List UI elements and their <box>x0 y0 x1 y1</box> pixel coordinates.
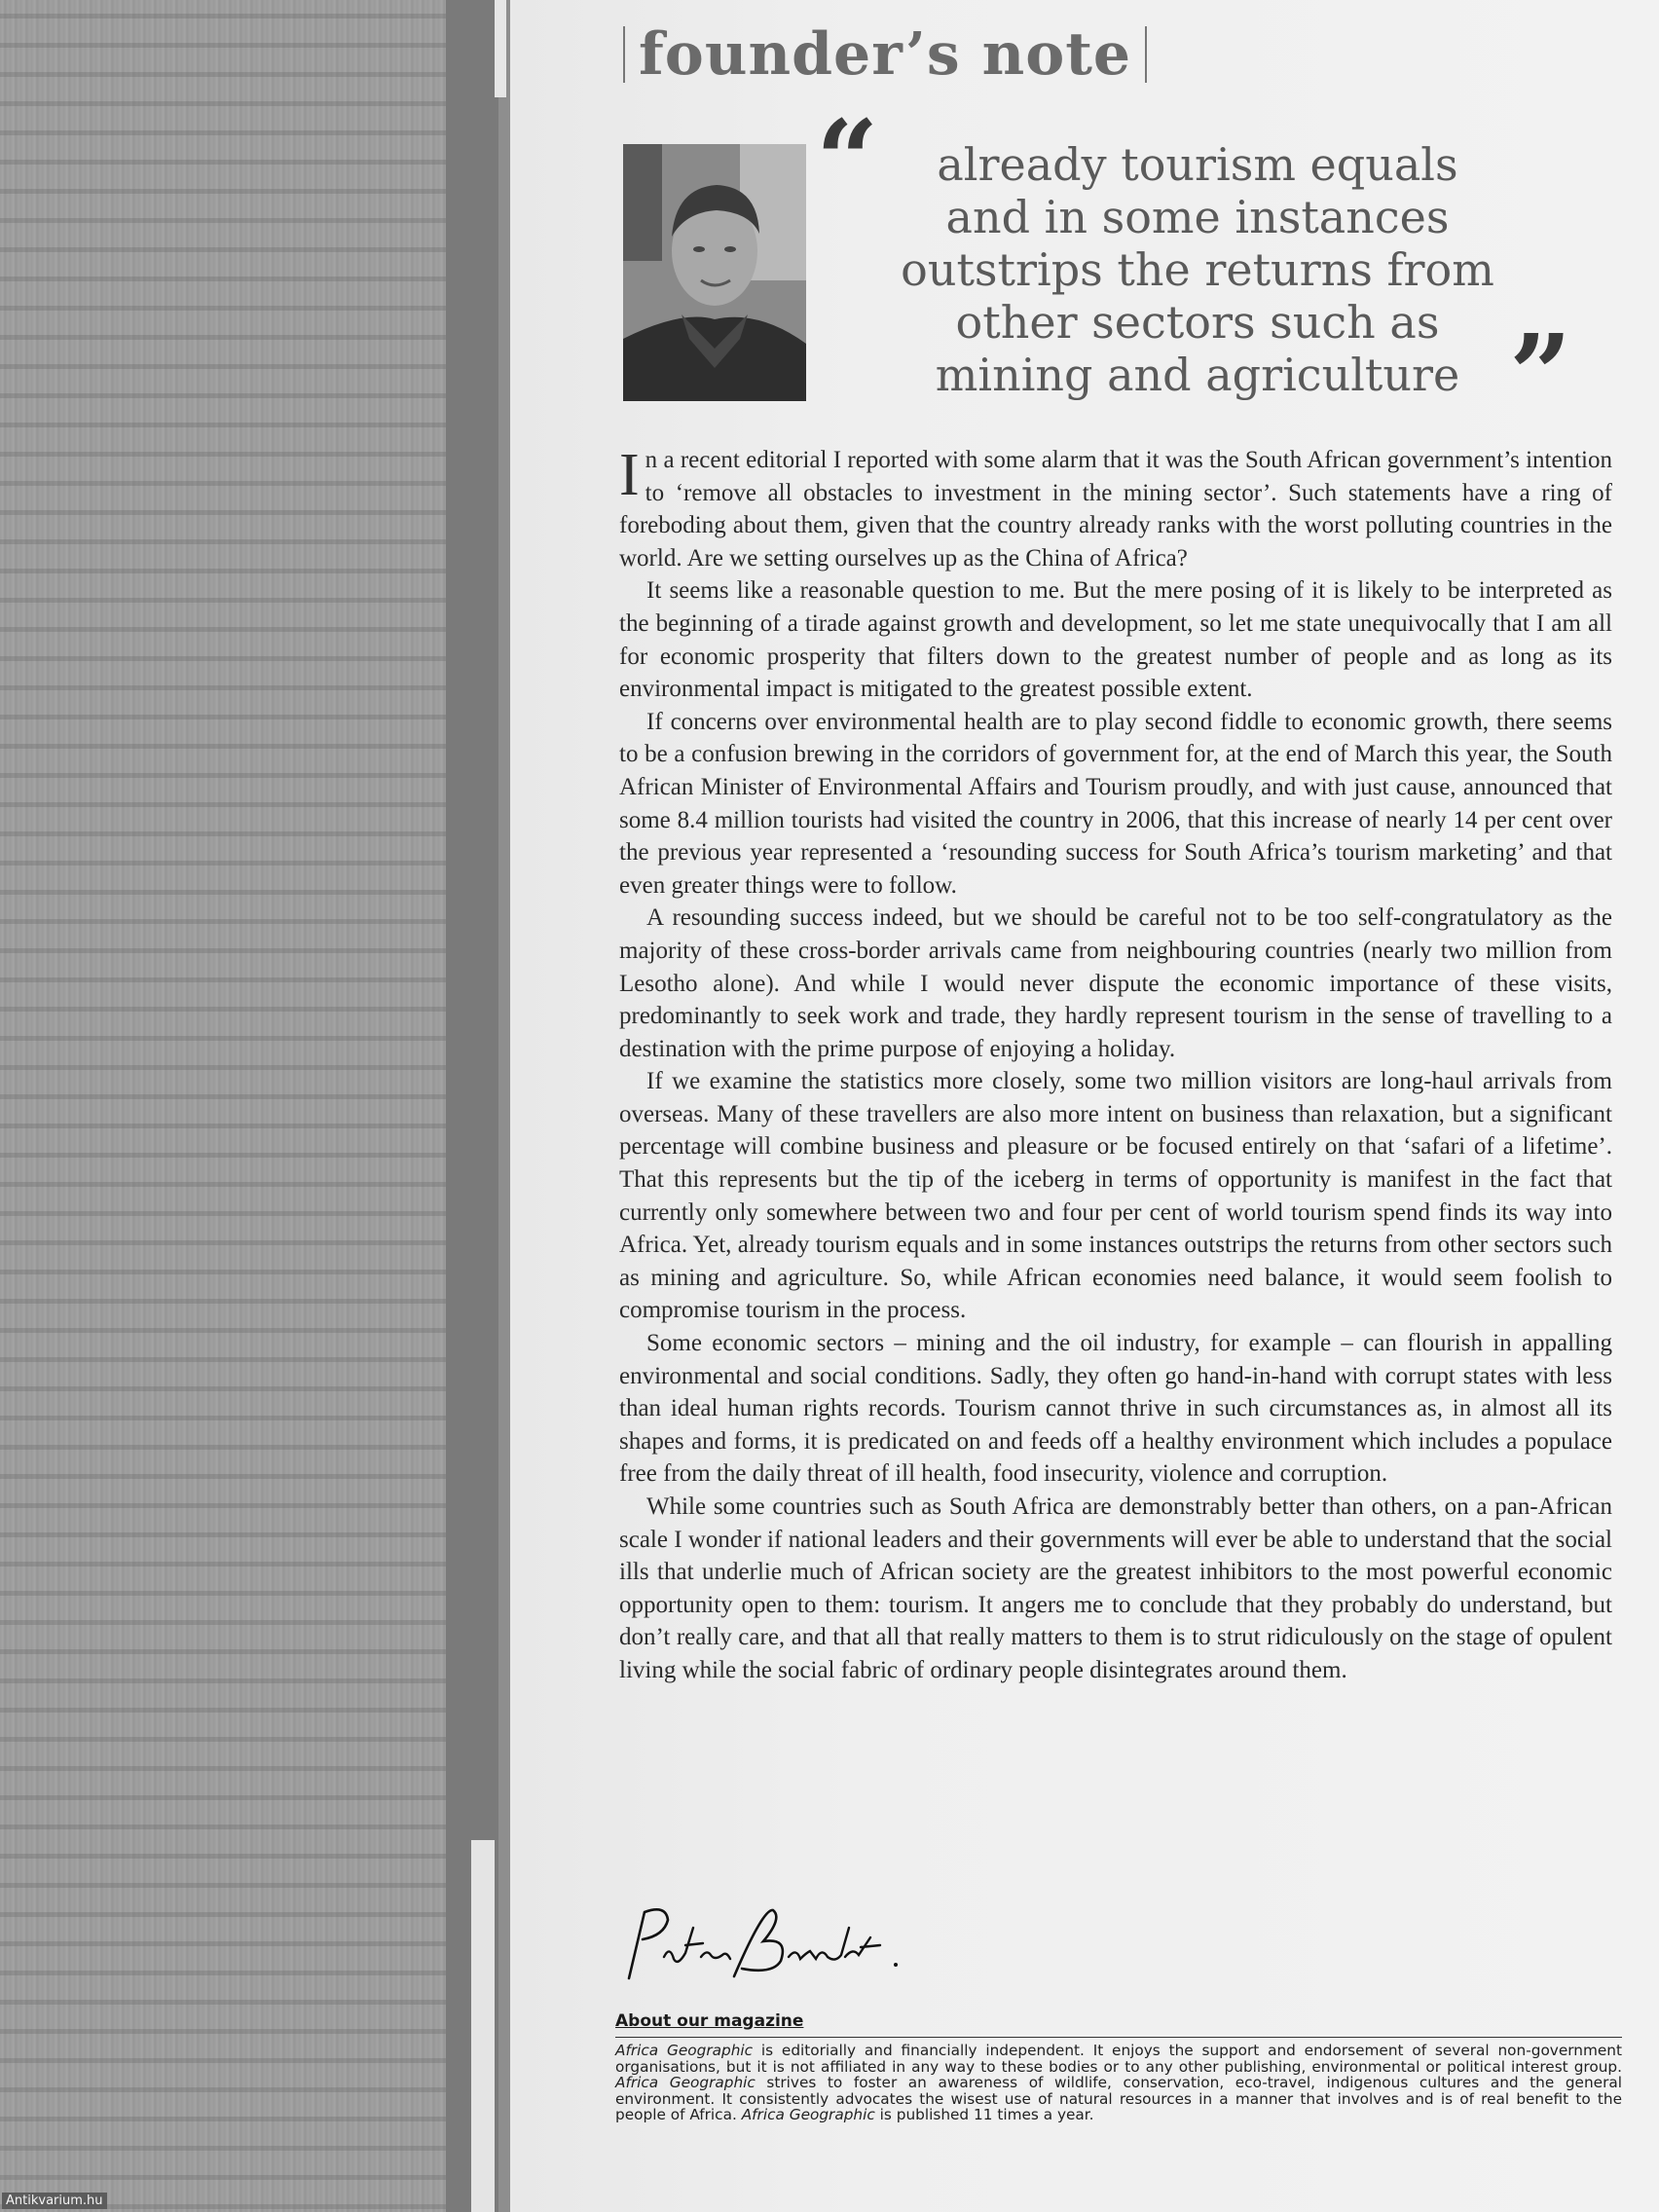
pull-quote-line: outstrips the returns from <box>901 243 1494 296</box>
author-signature <box>617 1899 909 1990</box>
about-title: About our magazine <box>615 2011 804 2031</box>
about-sentence: is published 11 times a year. <box>874 2106 1094 2123</box>
magazine-name: Africa Geographic <box>615 2074 756 2091</box>
section-heading <box>623 19 1147 90</box>
pull-quote-line: already tourism equals <box>937 138 1458 191</box>
article-paragraph: If we examine the statistics more closely, some two million visitors are long-haul arrivals from overseas. Many of these travellers are also more intent on business than relaxation, but a significant percentage will combine business and pleasure or be focused entirely on that ‘safari of a lifetime’. That this represents but the tip of the iceberg in terms of opportunity is manifest in the fact that currently only somewhere between two and four per cent of world tourism spend finds its way into Africa. Yet, already tourism equals and in some instances outstrips the returns from other sectors such as mining and agriculture. So, while African economies need balance, it would seem foolish to compromise tourism in the process. <box>619 1068 1612 1324</box>
article-paragraph: While some countries such as South Africa are demonstrably better than others, on a pan-African scale I wonder if national leaders and their governments will ever be able to understand that the social ills that underlie much of African society are the greatest inhibitors to the most powerful economic opportunity open to them: tourism. It angers me to conclude that they probably do understand, but don’t really care, and that all that really matters to them is to strut ridiculously on the stage of opulent living while the social fabric of ordinary people disintegrates around them. <box>619 1493 1612 1683</box>
article-paragraph: It seems like a reasonable question to me. But the mere posing of it is likely to be interpreted as the beginning of a tirade against growth and development, so let me state unequivocally that I am all for economic prosperity that filters down to the greatest number of people and as long as its environmental impact is mitigated to the greatest possible extent. <box>619 577 1612 703</box>
article-paragraph: If concerns over environmental health are to play second fiddle to economic growth, there seems to be a confusion brewing in the corridors of government for, at the end of March this year, the South African Minister of Environmental Affairs and Tourism proudly, and with just cause, announced that some 8.4 million tourists had visited the country in 2006, that this increase of nearly 14 per cent over the previous year represented a ‘resounding success for South Africa’s tourism marketing’ and that even greater things were to follow. <box>619 708 1612 899</box>
article-body <box>619 444 1612 1687</box>
pull-quote <box>876 138 1519 401</box>
page-edge-highlight <box>471 1840 495 2212</box>
close-quote-mark: ” <box>1509 312 1572 439</box>
drop-cap: I <box>619 442 640 508</box>
background-texture <box>0 0 446 2212</box>
paragraph-text: n a recent editorial I reported with some alarm that it was the South African government’s intention to ‘remove all obstacles to investment in the mining sector’. Such statements have a ring of foreboding about them, given that the country already ranks with the worst polluting countries in the world. Are we setting ourselves up as the China of Africa? <box>619 447 1612 571</box>
pull-quote-line: other sectors such as <box>955 296 1440 349</box>
open-quote-mark: “ <box>816 97 879 225</box>
author-portrait <box>623 144 806 401</box>
article-paragraph: Some economic sectors – mining and the oil industry, for example – can flourish in appalling environmental and social conditions. Sadly, they often go hand-in-hand with corrupt states with less than ideal human rights records. Tourism cannot thrive in such circumstances as, in almost all its shapes and forms, it is predicated on and feeds off a healthy environment which includes a populace free from the daily threat of ill health, food insecurity, violence and corruption. <box>619 1330 1612 1488</box>
article-paragraph: A resounding success indeed, but we should be careful not to be too self-congratulatory as the majority of these cross-border arrivals came from neighbouring countries (nearly two million from Lesotho alone). And while I would never dispute the economic importance of these visits, predominantly to seek work and trade, they hardly represent tourism in the sense of travelling to a destination with the prime purpose of enjoying a holiday. <box>619 904 1612 1062</box>
heading-bar-right <box>1145 26 1147 83</box>
about-text <box>615 2043 1622 2123</box>
pull-quote-line: and in some instances <box>945 191 1450 243</box>
pull-quote-line: mining and agriculture <box>935 349 1460 401</box>
magazine-name: Africa Geographic <box>615 2042 754 2059</box>
divider <box>615 2037 1622 2038</box>
about-sentence: strives to foster an awareness of wildlife, conservation, eco-travel, indigenous cultures and the general environment. It consistently advocates the wisest use of natural resources in a manner that involves and is of real benefit to the people of Africa. <box>615 2074 1622 2123</box>
article-paragraph <box>619 444 1612 574</box>
watermark: Antikvarium.hu <box>2 2193 107 2209</box>
page-edge-highlight <box>495 0 506 97</box>
about-sentence: is editorially and financially independent. It enjoys the support and endorsement of several non-government organisations, but it is not affiliated in any way to these bodies or to any other publishing, environmental or political interest group. <box>615 2042 1622 2076</box>
magazine-name: Africa Geographic <box>741 2106 875 2123</box>
heading-text: founder’s note <box>639 20 1132 89</box>
